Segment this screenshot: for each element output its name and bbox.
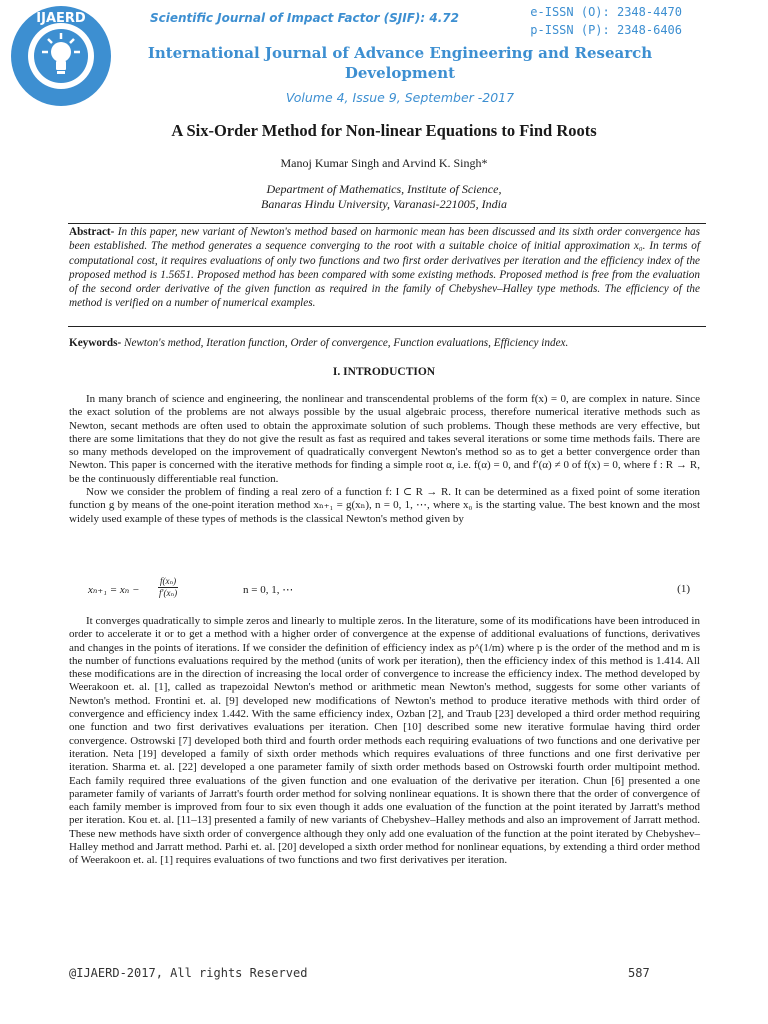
p-issn: p-ISSN (P): 2348-6406 xyxy=(530,23,682,37)
equation-lhs: xₙ₊₁ = xₙ − xyxy=(88,584,140,596)
e-issn: e-ISSN (O): 2348-4470 xyxy=(530,5,682,19)
section-title: I. INTRODUCTION xyxy=(332,366,436,378)
intro-body-top xyxy=(69,393,700,526)
equation-fraction xyxy=(158,576,178,599)
page-number: 587 xyxy=(628,966,650,980)
paper-authors: Manoj Kumar Singh and Arvind K. Singh* xyxy=(280,156,488,170)
abstract-top-rule xyxy=(68,223,706,224)
keywords-label: Keywords- xyxy=(69,337,122,349)
journal-logo xyxy=(9,4,113,108)
affiliation-line2: Banaras Hindu University, Varanasi-221005, India xyxy=(261,197,507,211)
sjif-impact-factor: Scientific Journal of Impact Factor (SJIF): 4.72 xyxy=(150,11,459,25)
abstract-bottom-rule xyxy=(68,326,706,327)
newton-equation xyxy=(88,578,690,604)
journal-name-line1: International Journal of Advance Engineering and Research xyxy=(147,44,653,62)
intro-body-bottom xyxy=(69,615,700,868)
journal-name xyxy=(140,43,660,83)
svg-text:IJAERD: IJAERD xyxy=(36,11,86,26)
abstract-text: In this paper, new variant of Newton's method based on harmonic mean has been discussed and its sixth order convergence has been established. The method generates a sequence converging to the root with a suitable choice of initial approximation x₀. In terms of computational cost, it requires evaluations of only two functions and two first order derivatives per iteration and the efficiency index of the proposed method is 1.5651. Proposed method has been compared with some existing methods. Proposed method is free from the evaluation of the second order derivative of the given function as required in the family of Chebyshev–Halley type methods. The efficiency of the method is verified on a number of numerical examples. xyxy=(69,226,700,310)
intro-paragraph-3: It converges quadratically to simple zeros and linearly to multiple zeros. In the literature, some of its modifications have been introduced in order to accelerate it or to get a method with a higher order of convergence at the expense of additional evaluations of functions, derivatives and changes in the points of iterations. If we consider the definition of efficiency index as p^(1/m) where p is the order of the method and m is the number of functions evaluations required by the method (units of work per iteration), then the efficiency index of this method is 1.414. All these modifications are in the direction of increasing the local order of convergence to increase the efficiency index. The method developed by Weerakoon et. al. [1], called as trapezoidal Newton's method or arithmetic mean Newton's method, suggests for some other variants of Newton's method. Frontini et. al. [9] developed new modifications of Newton's method to produce iterative methods with third order of convergence and efficiency index 1.442. With the same efficiency index, Ozban [2], and Traub [23] developed a third order method requiring one function and two first derivatives evaluations per iteration. Chen [10] described some new iterative formulae having third order convergence. Ostrowski [7] developed both third and fourth order methods each requiring evaluations of two functions and one derivative per iteration. Neta [19] developed a family of sixth order methods which requires evaluations of three functions and one first derivative per iteration. Sharma et. al. [22] developed a one parameter family of sixth order methods based on Ostrowski fourth order multipoint method. Each family required three evaluations of the given function and one evaluation of the derivative per iteration. Chun [6] presented a one parameter family of variants of Jarratt's fourth order method for solving nonlinear equations. It is shown there that the order of convergence of each family member is improved from four to six even though it adds one evaluation of the function at the point iterated by Jarratt's method per iteration. Kou et. al. [11–13] presented a family of new variants of Chebyshev–Halley methods and also an improvement of Jarratt method. These new methods have sixth order of convergence although they only add one evaluation of the function at the point iterated by Chebyshev–Halley method and Jarratt method. Parhi et. al. [20] developed a sixth order method for nonlinear equations, by extending a third order method of Weerakoon et. al. [1] requires evaluations of two functions and two first derivatives per iteration. xyxy=(69,615,700,867)
abstract-label: Abstract- xyxy=(69,226,115,238)
keywords-text: Newton's method, Iteration function, Order of convergence, Function evaluations, Efficiency index. xyxy=(121,337,569,349)
journal-name-line2: Development xyxy=(344,64,456,82)
affiliation-line1: Department of Mathematics, Institute of Science, xyxy=(266,182,502,196)
paper-title: A Six-Order Method for Non-linear Equations to Find Roots xyxy=(171,121,597,140)
volume-issue: Volume 4, Issue 9, September -2017 xyxy=(285,90,515,105)
footer-copyright: @IJAERD-2017, All rights Reserved xyxy=(69,966,308,980)
keywords xyxy=(69,337,700,349)
abstract xyxy=(69,225,700,311)
equation-n-range: n = 0, 1, ⋯ xyxy=(243,584,294,596)
equation-number: (1) xyxy=(677,583,690,595)
equation-numerator: f(xₙ) xyxy=(160,576,177,586)
intro-paragraph-2: Now we consider the problem of finding a real zero of a function f: I ⊂ R → R. It can be determined as a fixed point of some iteration function g by means of the one-point iteration method xₙ₊₁ = g(xₙ), n = 0, 1, ⋯, where x₀ is the starting value. The best known and the most widely used example of these types of methods is the classical Newton's method given by xyxy=(69,486,700,525)
issn-block xyxy=(530,3,682,39)
equation-denominator: f′(xₙ) xyxy=(159,588,178,598)
intro-paragraph-1: In many branch of science and engineering, the nonlinear and transcendental problems of the form f(x) = 0, are complex in nature. Since the exact solution of the problems are not always possible by the usual algebraic process, therefore numerical iterative methods such as Newton, secant methods are often used to obtain the approximate solution of such problems. Though these methods are very effective, but there are some limitations that they do not give the result as fast as required and takes several iterations or some time methods fails. There are so many methods developed on the improvement of quadratically convergent Newton's method so as to get a better convergence order than Newton. This paper is concerned with the iterative methods for finding a simple root α, i.e. f(α) = 0, and f′(α) ≠ 0 of f(x) = 0, where f : R → R, be the continuously differentiable real function. xyxy=(69,393,700,485)
logo-seal-icon xyxy=(9,4,113,108)
author-affiliation xyxy=(60,182,708,212)
